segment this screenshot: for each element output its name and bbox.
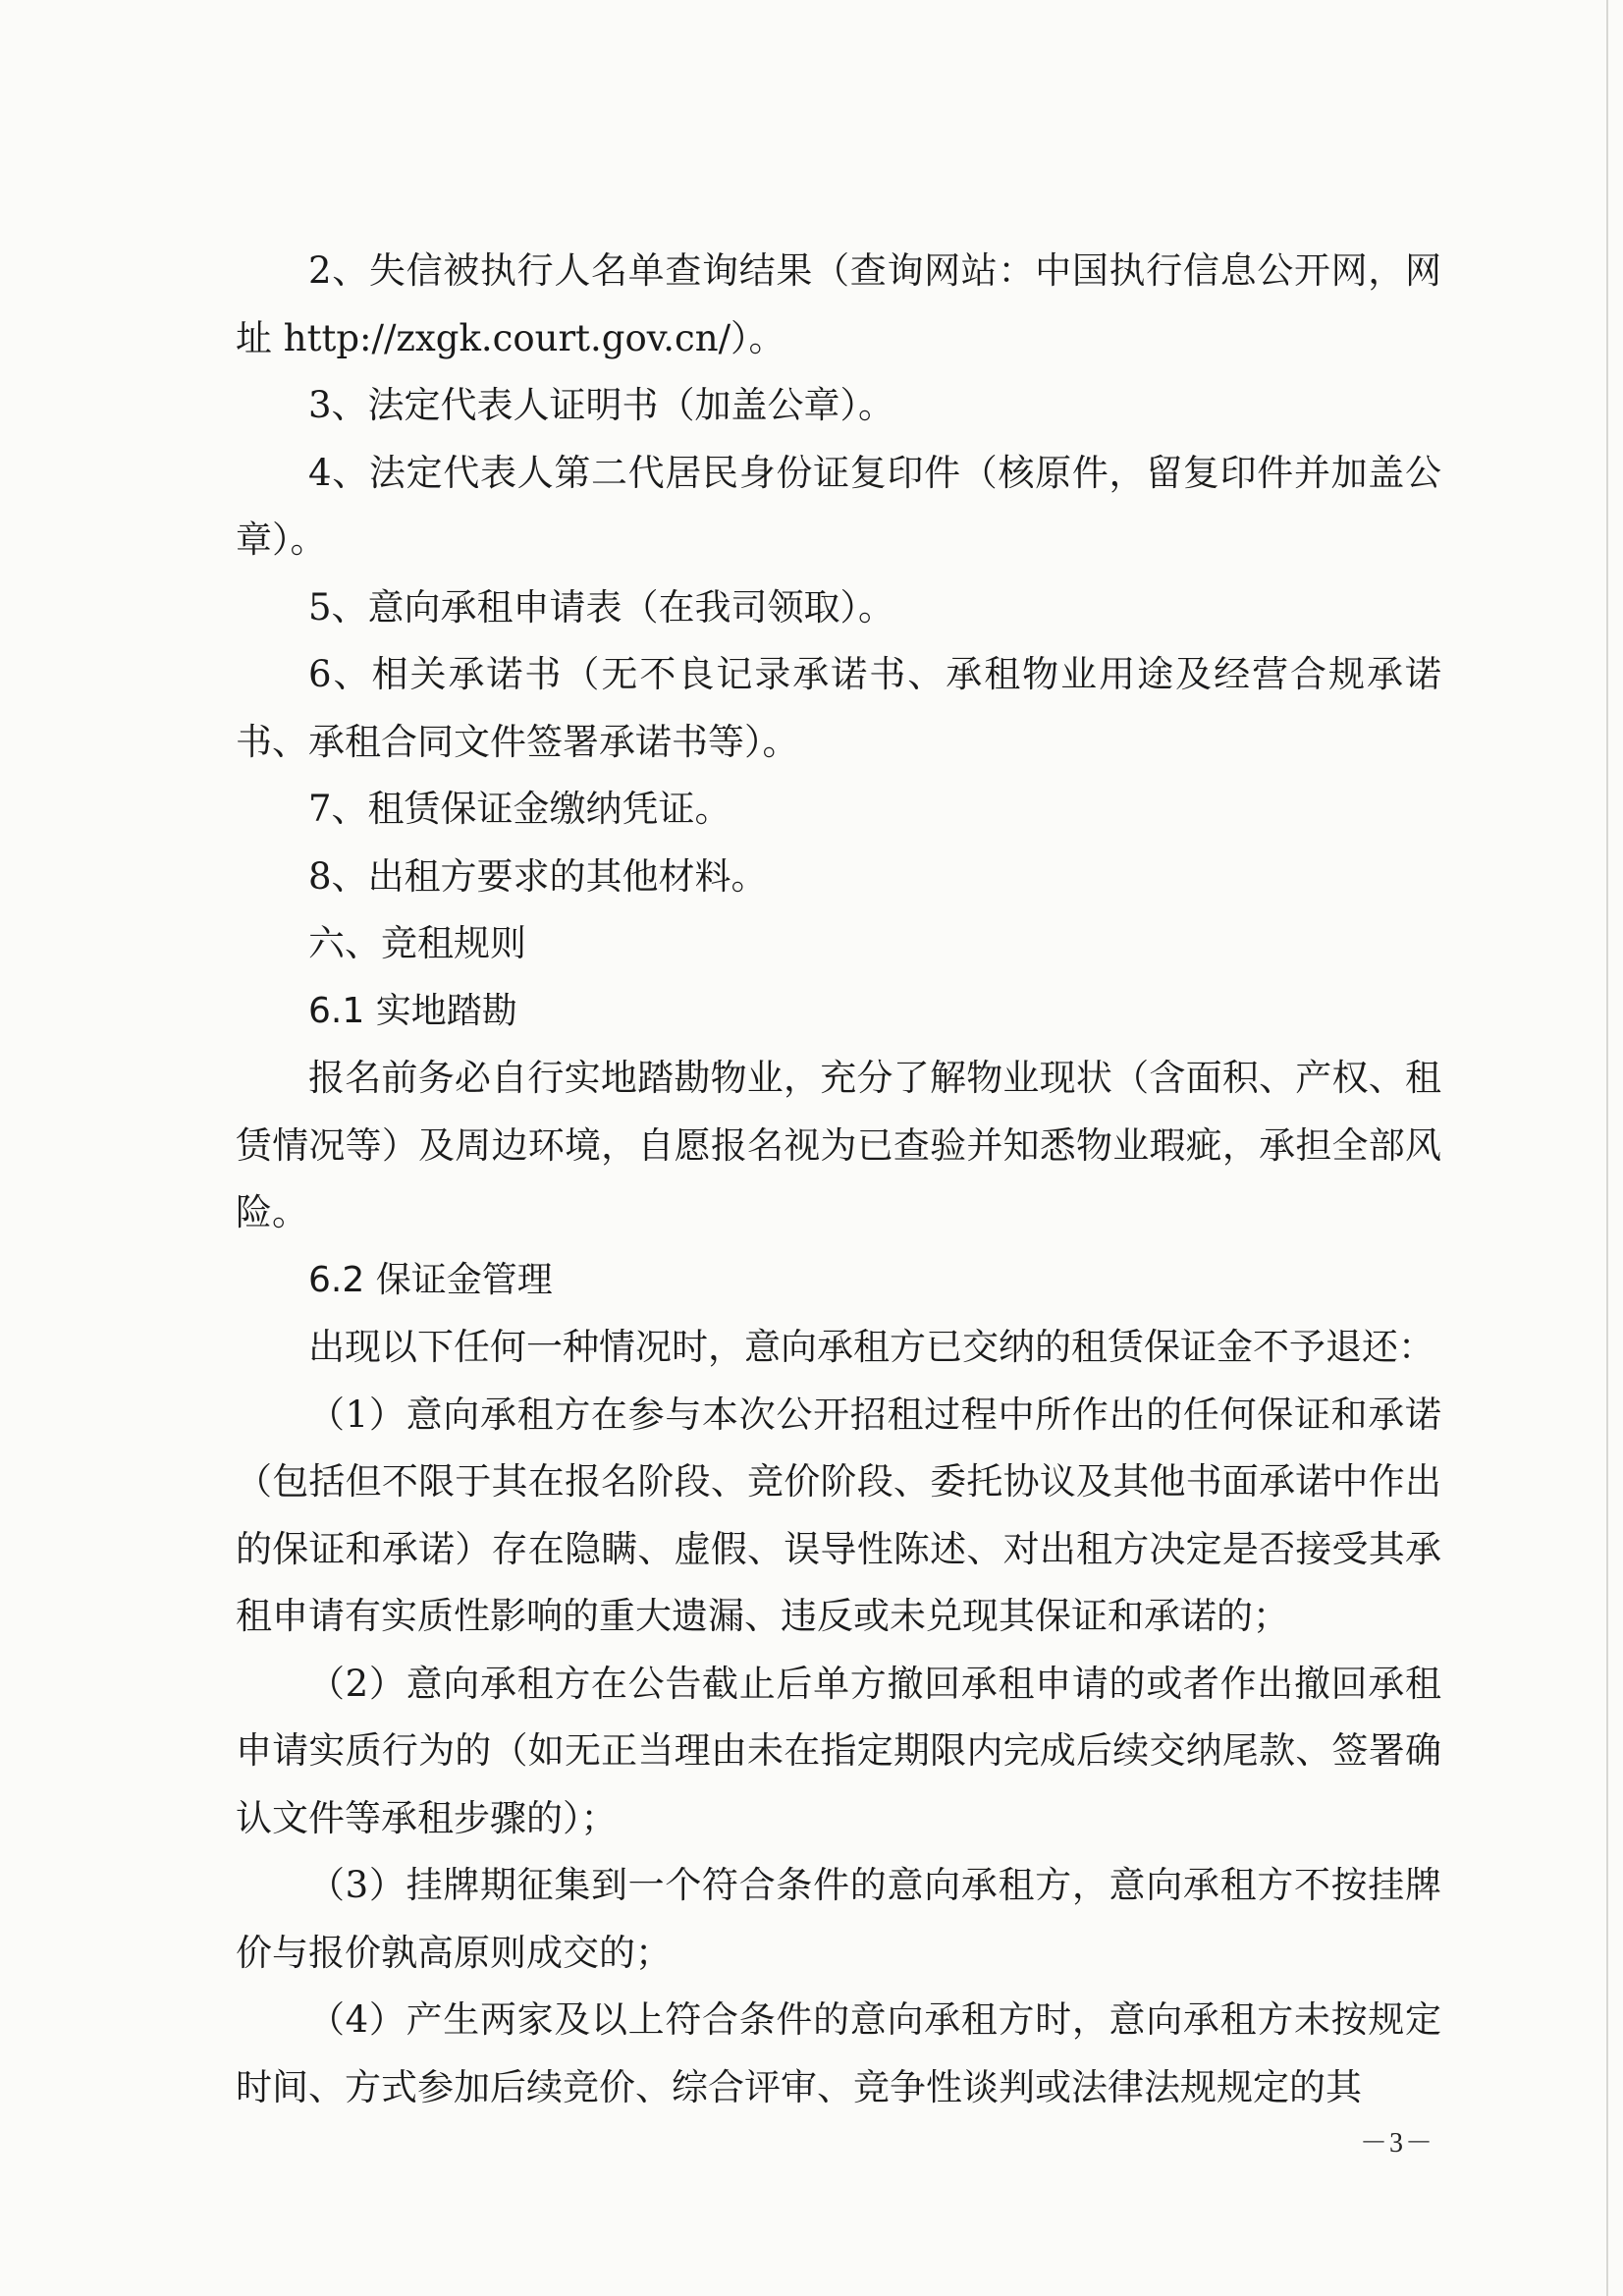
paragraph-deposit-case-4: （4）产生两家及以上符合条件的意向承租方时，意向承租方未按规定时间、方式参加后续竞价、综合评审、竞争性谈判或法律法规规定的其: [236, 1998, 1441, 2108]
paragraph-item-3: 3、法定代表人证明书（加盖公章）。: [308, 384, 895, 426]
document-body: [236, 238, 1441, 2121]
paragraph-site-survey: 报名前务必自行实地踏勘物业，充分了解物业现状（含面积、产权、租赁情况等）及周边环境，自愿报名视为已查验并知悉物业瑕疵，承担全部风险。: [236, 1057, 1441, 1233]
paragraph-item-7: 7、租赁保证金缴纳凭证。: [308, 788, 731, 830]
paragraph-deposit-intro: 出现以下任何一种情况时，意向承租方已交纳的租赁保证金不予退还：: [308, 1326, 1434, 1368]
scan-edge-line: [1606, 0, 1608, 2296]
paragraph-deposit-case-3: （3）挂牌期征集到一个符合条件的意向承租方，意向承租方不按挂牌价与报价孰高原则成交的；: [236, 1864, 1441, 1974]
paragraph-deposit-case-1: （1）意向承租方在参与本次公开招租过程中所作出的任何保证和承诺（包括但不限于其在报名阶段、竞价阶段、委托协议及其他书面承诺中作出的保证和承诺）存在隐瞒、虚假、误导性陈述、对出租方决定是否接受其承租申请有实质性影响的重大遗漏、违反或未兑现其保证和承诺的；: [236, 1393, 1441, 1637]
paragraph-item-4: 4、法定代表人第二代居民身份证复印件（核原件，留复印件并加盖公章）。: [236, 451, 1441, 561]
paragraph-item-2: 2、失信被执行人名单查询结果（查询网站：中国执行信息公开网，网址 http://zxgk.court.gov.cn/）。: [236, 249, 1441, 359]
paragraph-item-6: 6、相关承诺书（无不良记录承诺书、承租物业用途及经营合规承诺书、承租合同文件签署承诺书等）。: [236, 653, 1441, 763]
section-heading-bidding-rules: 六、竞租规则: [308, 922, 526, 964]
subheading-deposit-management: 6.2 保证金管理: [308, 1259, 553, 1300]
paragraph-item-8: 8、出租方要求的其他材料。: [308, 854, 768, 898]
paragraph-deposit-case-2: （2）意向承租方在公告截止后单方撤回承租申请的或者作出撤回承租申请实质行为的（如无正当理由未在指定期限内完成后续交纳尾款、签署确认文件等承租步骤的）；: [236, 1662, 1441, 1839]
page-number: －3－: [1360, 2128, 1435, 2159]
paragraph-item-5: 5、意向承租申请表（在我司领取）。: [308, 585, 895, 629]
subheading-site-survey: 6.1 实地踏勘: [308, 990, 517, 1031]
